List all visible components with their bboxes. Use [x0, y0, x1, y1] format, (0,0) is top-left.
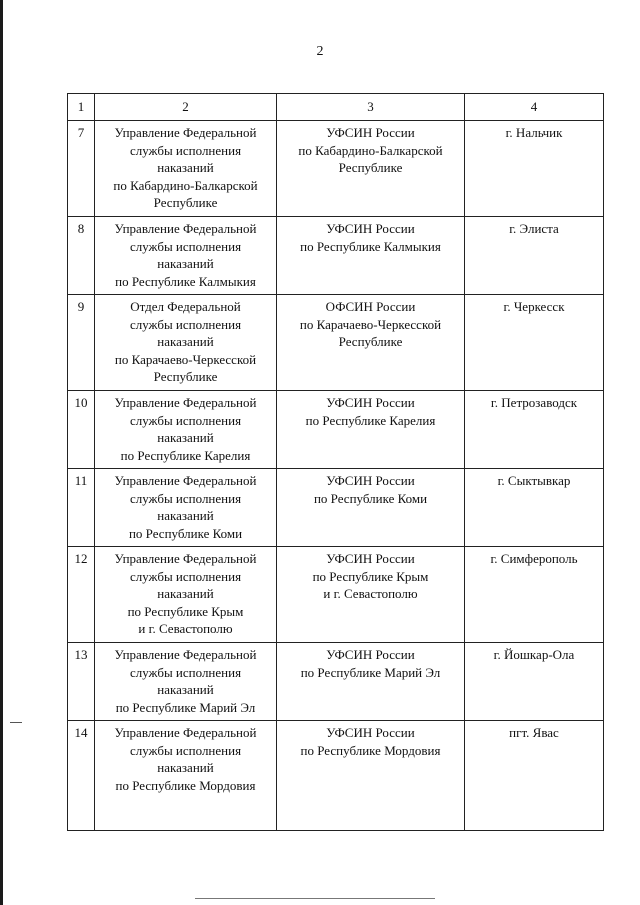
- row-number-cell: 11: [68, 469, 95, 547]
- agency-name-cell: [95, 547, 277, 643]
- agency-short-cell: [277, 643, 465, 721]
- agency-short-cell-line: по Карачаево-Черкесской: [299, 316, 442, 332]
- table-row: [68, 391, 604, 469]
- agency-short-cell: [277, 469, 465, 547]
- agency-name-cell-line: службы исполнения: [129, 142, 242, 158]
- agency-short-cell-line: УФСИН России: [326, 647, 415, 662]
- agency-name-cell-line: службы исполнения: [129, 568, 242, 584]
- agency-name-cell: [95, 643, 277, 721]
- agency-name-cell-line: Управление Федеральной: [114, 125, 257, 140]
- agency-name-cell: [95, 391, 277, 469]
- agency-name-cell: [95, 217, 277, 295]
- agency-name-cell-line: наказаний: [157, 160, 214, 175]
- agency-name-cell-line: по Республике Мордовия: [115, 777, 256, 793]
- agency-short-cell-line: по Республике Карелия: [305, 412, 436, 428]
- agency-name-cell-line: Управление Федеральной: [114, 395, 257, 410]
- agency-name-cell-line: по Республике Марий Эл: [115, 699, 256, 715]
- agency-name-cell-line: Управление Федеральной: [114, 221, 257, 236]
- agency-name-cell-line: Управление Федеральной: [114, 473, 257, 488]
- agency-short-cell-line: ОФСИН России: [325, 299, 416, 314]
- agency-name-cell-line: по Республике Калмыкия: [115, 273, 256, 289]
- agency-name-cell: [95, 469, 277, 547]
- agency-short-cell: [277, 295, 465, 391]
- agency-short-cell: [277, 547, 465, 643]
- row-number-cell: 13: [68, 643, 95, 721]
- row-number-cell: 14: [68, 721, 95, 831]
- city-cell: г. Йошкар-Ола: [465, 643, 604, 721]
- agency-short-cell-line: по Республике Марий Эл: [300, 664, 441, 680]
- agency-name-cell-line: наказаний: [157, 760, 214, 775]
- agency-short-cell-line: по Республике Калмыкия: [300, 238, 441, 254]
- agency-name-cell-line: по Республике Коми: [128, 525, 243, 541]
- table-row: [68, 643, 604, 721]
- row-number-cell: 8: [68, 217, 95, 295]
- agency-short-cell-line: УФСИН России: [326, 725, 415, 740]
- agency-name-cell-line: Республике: [153, 369, 218, 384]
- agency-name-cell-line: службы исполнения: [129, 316, 242, 332]
- header-cell-3: 3: [277, 94, 465, 121]
- city-cell: г. Петрозаводск: [465, 391, 604, 469]
- table-body: [68, 94, 604, 831]
- agency-name-cell-line: наказаний: [157, 430, 214, 445]
- agency-name-cell-line: Республике: [153, 195, 218, 210]
- city-cell: г. Черкесск: [465, 295, 604, 391]
- header-cell-2: 2: [95, 94, 277, 121]
- row-number-cell: 9: [68, 295, 95, 391]
- agency-short-cell: [277, 217, 465, 295]
- table-row: [68, 721, 604, 831]
- agency-name-cell-line: Управление Федеральной: [114, 647, 257, 662]
- agency-name-cell-line: Управление Федеральной: [114, 551, 257, 566]
- agency-short-cell-line: УФСИН России: [326, 125, 415, 140]
- agency-name-cell: [95, 721, 277, 831]
- agency-name-cell-line: службы исполнения: [129, 742, 242, 758]
- agency-short-cell-line: УФСИН России: [326, 551, 415, 566]
- agency-name-cell-line: наказаний: [157, 508, 214, 523]
- table-row: [68, 295, 604, 391]
- agency-name-cell-line: службы исполнения: [129, 238, 242, 254]
- scan-mark: [10, 722, 22, 723]
- row-number-cell: 7: [68, 121, 95, 217]
- row-number-cell: 10: [68, 391, 95, 469]
- agency-short-cell-line: УФСИН России: [326, 395, 415, 410]
- header-row: [68, 94, 604, 121]
- agency-name-cell-line: наказаний: [157, 256, 214, 271]
- agency-name-cell-line: по Кабардино-Балкарской: [113, 177, 258, 193]
- agency-name-cell-line: наказаний: [157, 334, 214, 349]
- agency-short-cell-line: и г. Севастополю: [323, 586, 418, 601]
- agency-short-cell-line: УФСИН России: [326, 473, 415, 488]
- scan-edge: [0, 0, 3, 905]
- agency-name-cell-line: наказаний: [157, 682, 214, 697]
- agency-name-cell-line: службы исполнения: [129, 412, 242, 428]
- agency-short-cell-line: по Кабардино-Балкарской: [298, 142, 443, 158]
- agency-name-cell-line: по Республике Крым: [127, 603, 244, 619]
- agency-short-cell-line: по Республике Крым: [312, 568, 429, 584]
- agency-name-cell-line: Отдел Федеральной: [130, 299, 241, 314]
- agency-name-cell-line: по Карачаево-Черкесской: [114, 351, 257, 367]
- agency-name-cell-line: Управление Федеральной: [114, 725, 257, 740]
- header-cell-1: 1: [68, 94, 95, 121]
- city-cell: г. Симферополь: [465, 547, 604, 643]
- agency-short-cell-line: по Республике Мордовия: [300, 742, 441, 758]
- city-cell: г. Нальчик: [465, 121, 604, 217]
- table-row: [68, 469, 604, 547]
- agency-short-cell: [277, 721, 465, 831]
- agency-name-cell-line: по Республике Карелия: [120, 447, 251, 463]
- city-cell: г. Элиста: [465, 217, 604, 295]
- agency-short-cell-line: Республике: [338, 160, 403, 175]
- agency-short-cell: [277, 391, 465, 469]
- agency-name-cell-line: наказаний: [157, 586, 214, 601]
- header-cell-4: 4: [465, 94, 604, 121]
- table-row: [68, 217, 604, 295]
- bottom-rule: [195, 898, 435, 899]
- agency-name-cell-line: службы исполнения: [129, 490, 242, 506]
- agency-short-cell-line: Республике: [338, 334, 403, 349]
- agency-name-cell-line: и г. Севастополю: [138, 621, 233, 636]
- row-number-cell: 12: [68, 547, 95, 643]
- page-number: 2: [316, 44, 324, 59]
- agency-name-cell: [95, 295, 277, 391]
- city-cell: пгт. Явас: [465, 721, 604, 831]
- agency-short-cell-line: по Республике Коми: [313, 490, 428, 506]
- agency-name-cell-line: службы исполнения: [129, 664, 242, 680]
- table-row: [68, 121, 604, 217]
- agency-short-cell-line: УФСИН России: [326, 221, 415, 236]
- agency-short-cell: [277, 121, 465, 217]
- agencies-table: [67, 93, 604, 831]
- city-cell: г. Сыктывкар: [465, 469, 604, 547]
- agency-name-cell: [95, 121, 277, 217]
- table-row: [68, 547, 604, 643]
